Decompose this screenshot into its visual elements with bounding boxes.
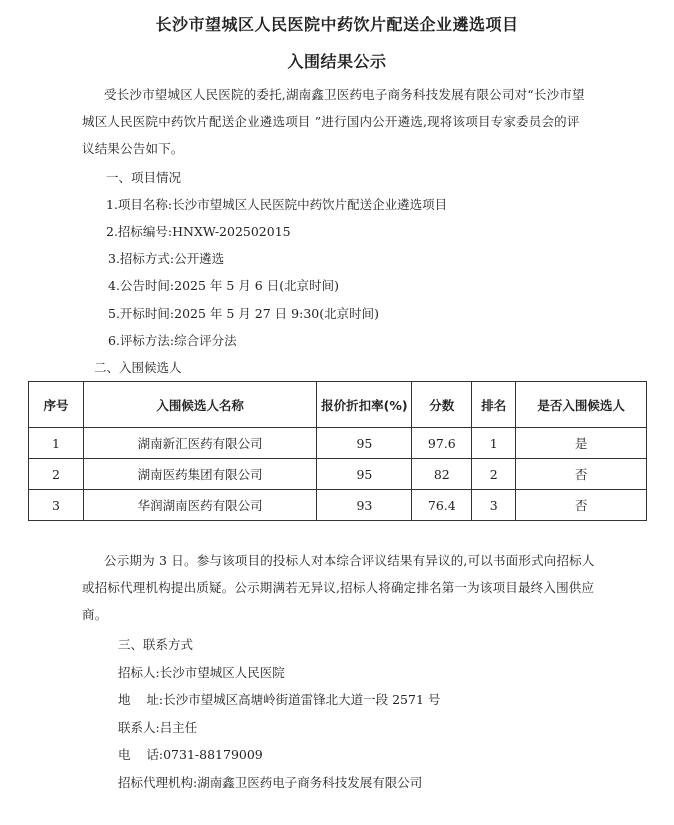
intro-line-2: 城区人民医院中药饮片配送企业遴选项目 ”进行国内公开遴选,现将该项目专家委员会的评 (82, 114, 580, 129)
table-row (29, 428, 647, 459)
project-item: 4.公告时间:2025 年 5 月 6 日(北京时间) (108, 278, 339, 293)
cell-index: 2 (29, 459, 84, 490)
cell-discount: 95 (317, 459, 412, 490)
intro-line-3: 议结果公告如下。 (82, 141, 184, 156)
notice-line-2: 或招标代理机构提出质疑。公示期满若无异议,招标人将确定排名第一为该项目最终入围供应 (82, 580, 595, 595)
col-header-name: 入围候选人名称 (83, 382, 317, 428)
cell-discount: 93 (317, 490, 412, 521)
cell-rank: 1 (472, 428, 516, 459)
col-header-discount: 报价折扣率(%) (317, 382, 412, 428)
cell-name: 湖南新汇医药有限公司 (83, 428, 317, 459)
project-item: 1.项目名称:长沙市望城区人民医院中药饮片配送企业遴选项目 (106, 197, 448, 212)
document-subtitle: 入围结果公示 (287, 52, 387, 71)
col-header-rank: 排名 (472, 382, 516, 428)
contact-tenderer: 招标人:长沙市望城区人民医院 (118, 665, 285, 680)
cell-index: 3 (29, 490, 84, 521)
notice-line-1: 公示期为 3 日。参与该项目的投标人对本综合评议结果有异议的,可以书面形式向招标人 (104, 553, 595, 568)
cell-name: 湖南医药集团有限公司 (83, 459, 317, 490)
contact-phone: 电 话:0731-88179009 (118, 747, 263, 762)
candidates-table (28, 381, 647, 521)
document-title: 长沙市望城区人民医院中药饮片配送企业遴选项目 (155, 15, 519, 34)
cell-rank: 3 (472, 490, 516, 521)
col-header-index: 序号 (29, 382, 84, 428)
cell-score: 82 (412, 459, 472, 490)
notice-line-3: 商。 (82, 607, 108, 622)
cell-rank: 2 (472, 459, 516, 490)
project-item: 3.招标方式:公开遴选 (108, 251, 225, 266)
cell-score: 76.4 (412, 490, 472, 521)
cell-score: 97.6 (412, 428, 472, 459)
table-row (29, 490, 647, 521)
project-item: 6.评标方法:综合评分法 (108, 333, 237, 348)
contact-agency: 招标代理机构:湖南鑫卫医药电子商务科技发展有限公司 (118, 775, 423, 790)
section1-heading: 一、项目情况 (106, 170, 182, 185)
cell-index: 1 (29, 428, 84, 459)
col-header-score: 分数 (412, 382, 472, 428)
table-row (29, 459, 647, 490)
cell-name: 华润湖南医药有限公司 (83, 490, 317, 521)
col-header-shortlisted: 是否入围候选人 (516, 382, 647, 428)
project-item: 5.开标时间:2025 年 5 月 27 日 9:30(北京时间) (108, 306, 379, 321)
section2-heading: 二、入围候选人 (94, 360, 182, 375)
section3-heading: 三、联系方式 (118, 637, 194, 652)
contact-address: 地 址:长沙市望城区高塘岭街道雷锋北大道一段 2571 号 (118, 692, 441, 707)
cell-shortlisted: 否 (516, 459, 647, 490)
table-header-row (29, 382, 647, 428)
intro-line-1: 受长沙市望城区人民医院的委托,湖南鑫卫医药电子商务科技发展有限公司对“长沙市望 (104, 87, 585, 102)
cell-shortlisted: 是 (516, 428, 647, 459)
cell-discount: 95 (317, 428, 412, 459)
contact-person: 联系人:吕主任 (118, 720, 198, 735)
project-item: 2.招标编号:HNXW-202502015 (106, 224, 291, 239)
cell-shortlisted: 否 (516, 490, 647, 521)
